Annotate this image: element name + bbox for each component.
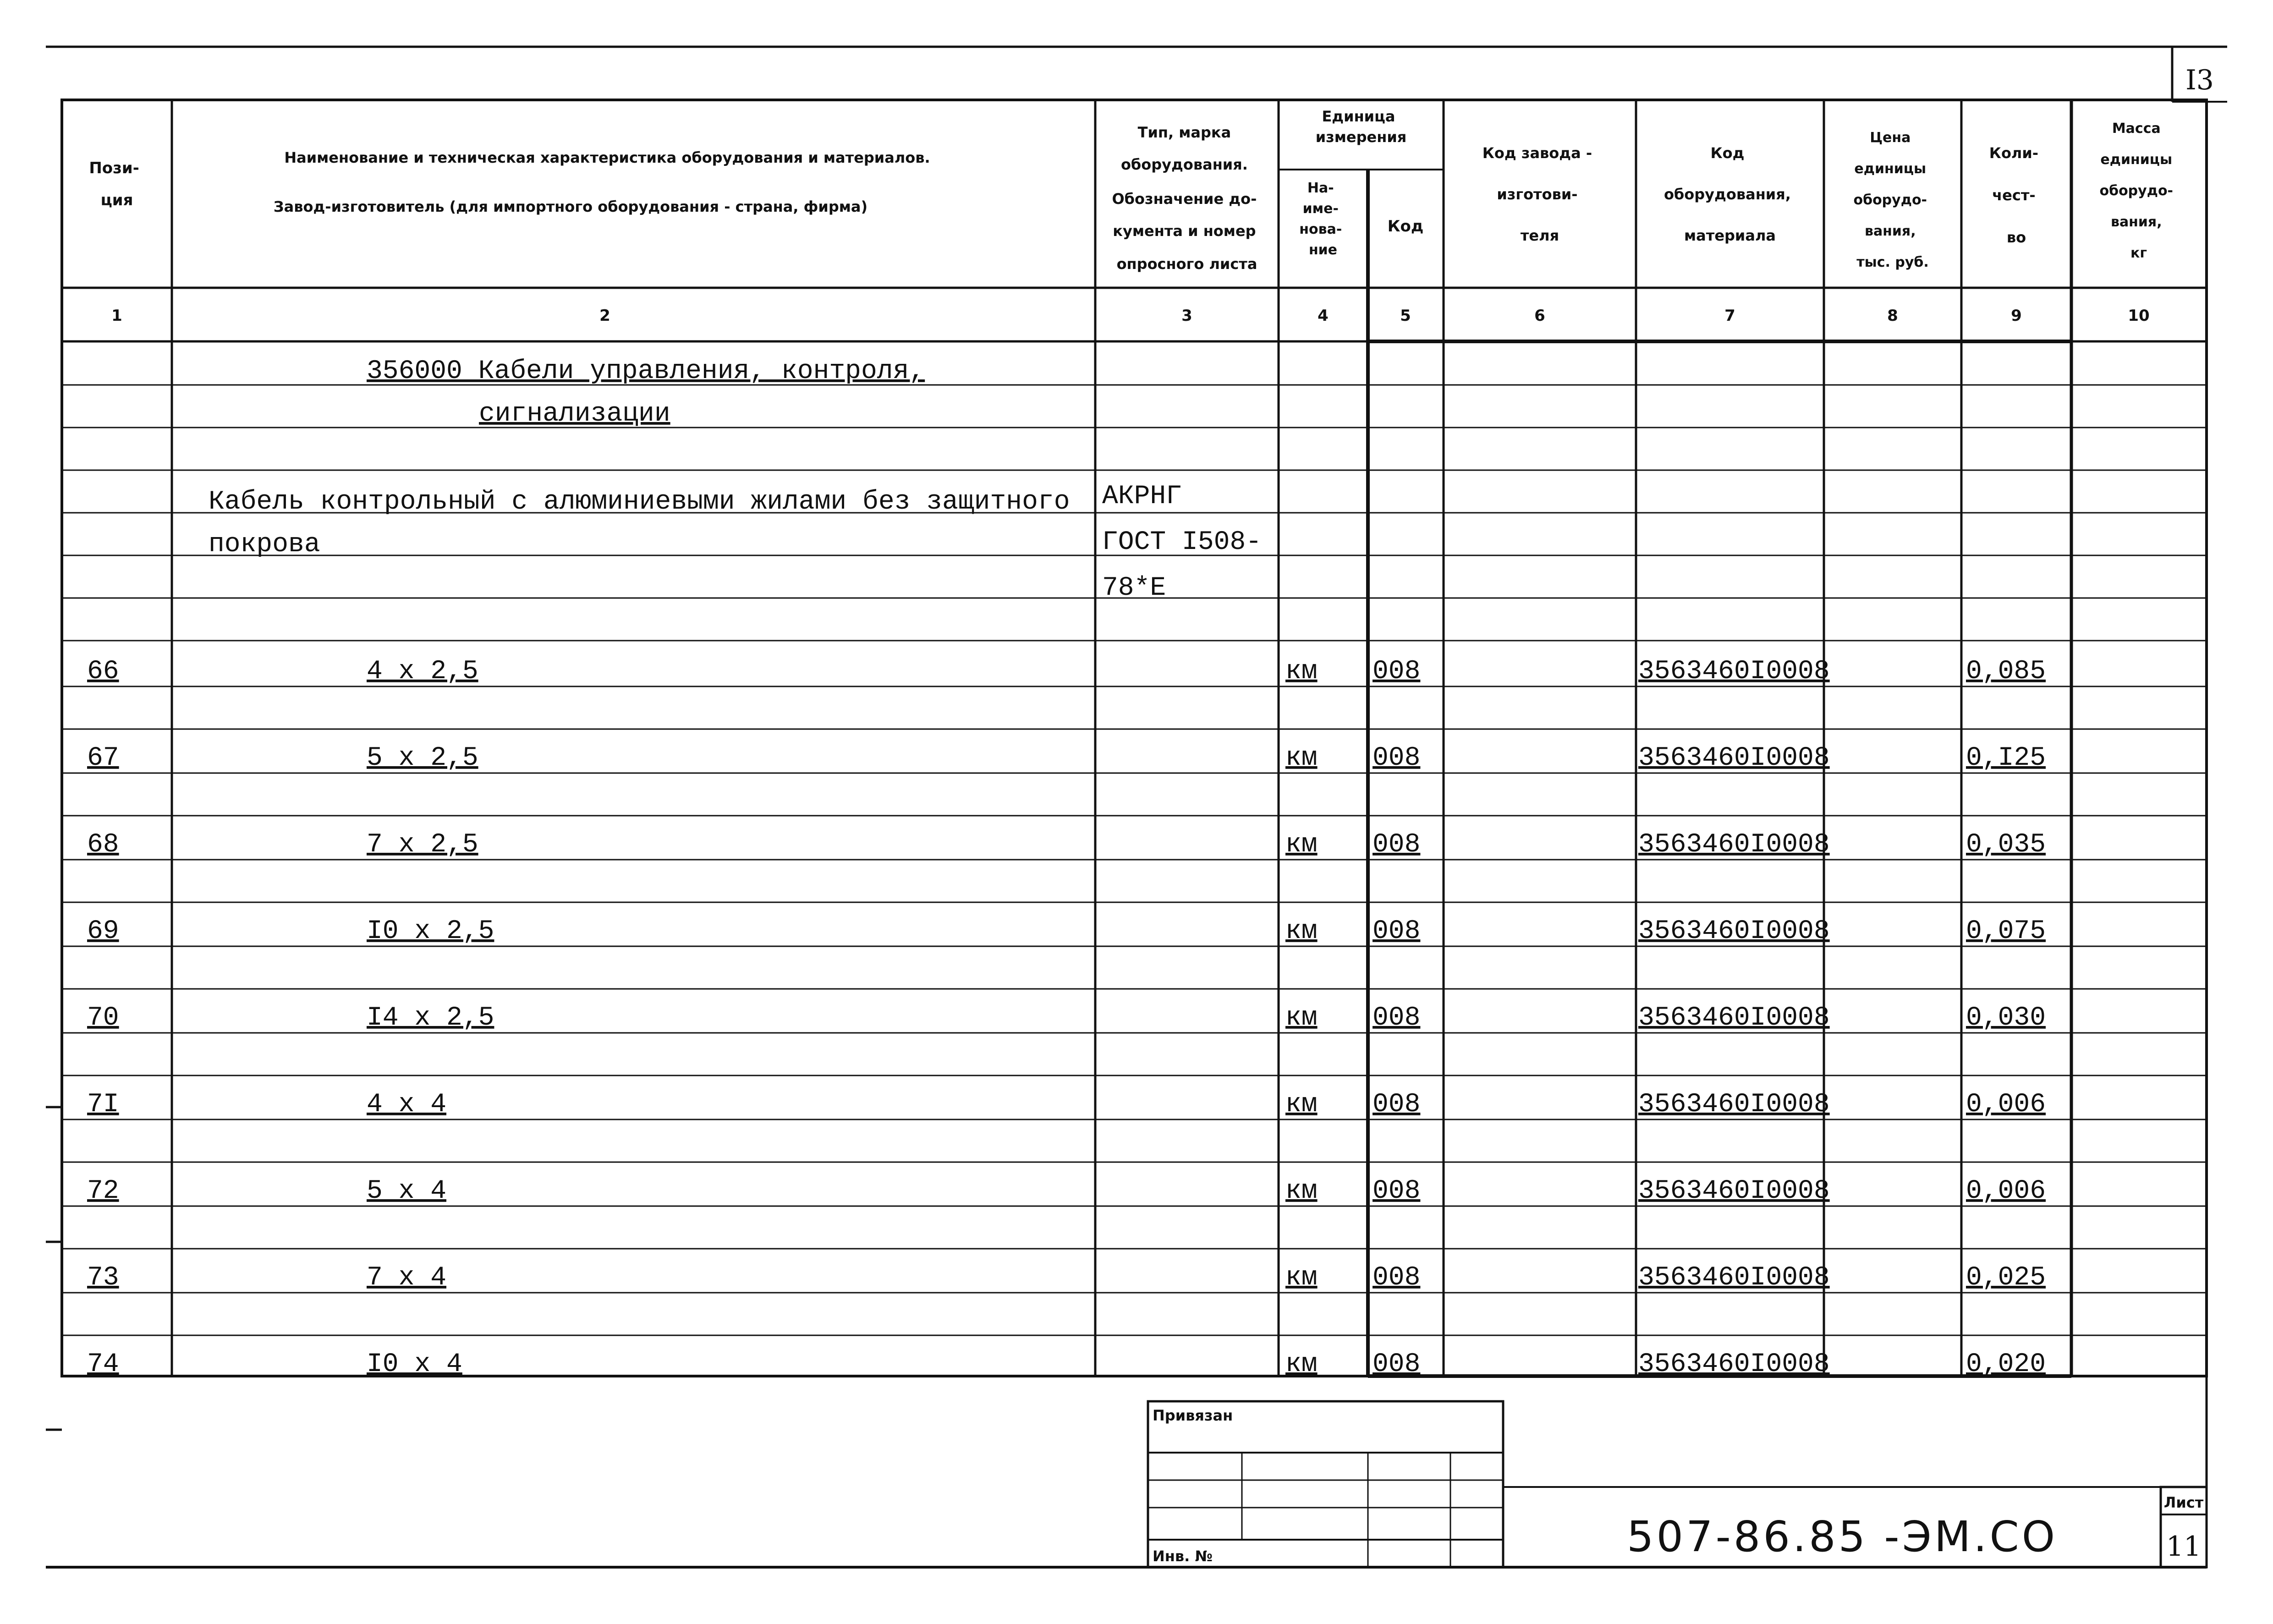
row-material-code: 3563460I0008 [1638, 1176, 1830, 1206]
row-quantity: 0,075 [1966, 916, 2046, 946]
column-number: 5 [1400, 307, 1411, 325]
header-unit-code: Код [1387, 217, 1424, 236]
header-plant-code: Код завода - изготови- теля [1482, 144, 1592, 244]
column-numbers-row [111, 307, 2150, 325]
row-unit-code: 008 [1373, 1003, 1421, 1033]
row-position: 73 [87, 1263, 119, 1293]
item-type-line2: ГОСТ I508- [1102, 527, 1262, 557]
row-unit: км [1285, 916, 1318, 946]
sheet-label: Лист [2163, 1494, 2204, 1511]
row-position: 68 [87, 830, 119, 860]
row-material-code: 3563460I0008 [1638, 1263, 1830, 1293]
attached-label: Привязан [1153, 1407, 1233, 1424]
row-unit-code: 008 [1373, 1263, 1421, 1293]
row-unit: км [1285, 1003, 1318, 1033]
column-number: 8 [1887, 307, 1898, 325]
column-number: 9 [2011, 307, 2022, 325]
column-number: 2 [599, 307, 610, 325]
row-name: I0 x 4 [367, 1350, 462, 1379]
sheet-number: 11 [2166, 1531, 2202, 1563]
title-block [1148, 1401, 2207, 1567]
row-quantity: 0,020 [1966, 1350, 2046, 1379]
table-row [87, 743, 2046, 773]
column-number: 10 [2128, 307, 2150, 325]
row-position: 7I [87, 1090, 119, 1119]
table-row [87, 1263, 2046, 1293]
row-unit-code: 008 [1373, 1350, 1421, 1379]
column-number: 7 [1724, 307, 1735, 325]
inventory-number-label: Инв. № [1153, 1547, 1213, 1565]
row-quantity: 0,025 [1966, 1263, 2046, 1293]
header-unit-name: На- име- нова- ние [1299, 180, 1342, 258]
column-number: 1 [111, 307, 122, 325]
column-number: 3 [1181, 307, 1192, 325]
row-unit-code: 008 [1373, 1090, 1421, 1119]
item-name-line1: Кабель контрольный с алюминиевыми жилами без защитного [209, 487, 1070, 517]
item-type-line1: АКРНГ [1102, 482, 1182, 511]
row-position: 69 [87, 916, 119, 946]
table-row [87, 1176, 2046, 1206]
row-name: 5 x 2,5 [367, 743, 478, 773]
row-name: 7 x 4 [367, 1263, 447, 1293]
row-unit-code: 008 [1373, 1176, 1421, 1206]
header-manufacturer: Завод-изготовитель (для импортного оборудования - страна, фирма) [273, 198, 868, 215]
column-number: 6 [1534, 307, 1545, 325]
row-material-code: 3563460I0008 [1638, 830, 1830, 860]
row-material-code: 3563460I0008 [1638, 743, 1830, 773]
header-mass: Масса единицы оборудо- вания, кг [2099, 121, 2174, 261]
row-position: 72 [87, 1176, 119, 1206]
table-row [87, 657, 2046, 686]
table-header [89, 108, 2178, 273]
column-number: 4 [1318, 307, 1329, 325]
row-quantity: 0,I25 [1966, 743, 2046, 773]
row-material-code: 3563460I0008 [1638, 657, 1830, 686]
row-name: I4 x 2,5 [367, 1003, 494, 1033]
page-number: I3 [2185, 64, 2214, 96]
row-name: 7 x 2,5 [367, 830, 478, 860]
row-material-code: 3563460I0008 [1638, 1003, 1830, 1033]
row-material-code: 3563460I0008 [1638, 916, 1830, 946]
header-unit-group: Единица измерения [1315, 108, 1407, 146]
document-number: 507-86.85 -ЭМ.СО [1627, 1512, 2058, 1561]
header-price: Цена единицы оборудо- вания, тыс. руб. [1853, 130, 1929, 270]
row-quantity: 0,035 [1966, 830, 2046, 860]
row-position: 66 [87, 657, 119, 686]
row-unit-code: 008 [1373, 743, 1421, 773]
row-position: 67 [87, 743, 119, 773]
row-material-code: 3563460I0008 [1638, 1350, 1830, 1379]
row-position: 74 [87, 1350, 119, 1379]
header-material-code: Код оборудования, материала [1664, 144, 1791, 244]
row-quantity: 0,030 [1966, 1003, 2046, 1033]
item-type-line3: 78*Е [1102, 573, 1166, 603]
header-position: Пози- ция [89, 159, 139, 209]
header-type: Тип, марка оборудования. Обозначение до- кумента и номер опросного листа [1112, 124, 1257, 273]
row-unit: км [1285, 830, 1318, 860]
header-quantity: Коли- чест- во [1989, 144, 2039, 246]
row-unit-code: 008 [1373, 657, 1421, 686]
row-unit: км [1285, 1350, 1318, 1379]
row-name: 5 x 4 [367, 1176, 447, 1206]
data-rows [87, 657, 2046, 1379]
row-unit-code: 008 [1373, 916, 1421, 946]
table-row [87, 916, 2046, 946]
row-unit: км [1285, 1263, 1318, 1293]
section-heading-line1: 356000 Кабели управления, контроля, [367, 357, 925, 386]
row-position: 70 [87, 1003, 119, 1033]
row-name: 4 x 2,5 [367, 657, 478, 686]
section-heading-line2: сигнализации [479, 399, 670, 429]
row-quantity: 0,085 [1966, 657, 2046, 686]
row-unit: км [1285, 1176, 1318, 1206]
row-unit: км [1285, 657, 1318, 686]
row-material-code: 3563460I0008 [1638, 1090, 1830, 1119]
table-row [87, 1003, 2046, 1033]
row-name: I0 x 2,5 [367, 916, 494, 946]
row-unit: км [1285, 1090, 1318, 1119]
row-unit: км [1285, 743, 1318, 773]
row-name: 4 x 4 [367, 1090, 447, 1119]
row-quantity: 0,006 [1966, 1176, 2046, 1206]
row-quantity: 0,006 [1966, 1090, 2046, 1119]
row-unit-code: 008 [1373, 830, 1421, 860]
table-row [87, 1090, 2046, 1119]
item-name-line2: покрова [209, 530, 320, 560]
header-name: Наименование и техническая характеристика оборудования и материалов. [284, 149, 930, 166]
table-row [87, 830, 2046, 860]
